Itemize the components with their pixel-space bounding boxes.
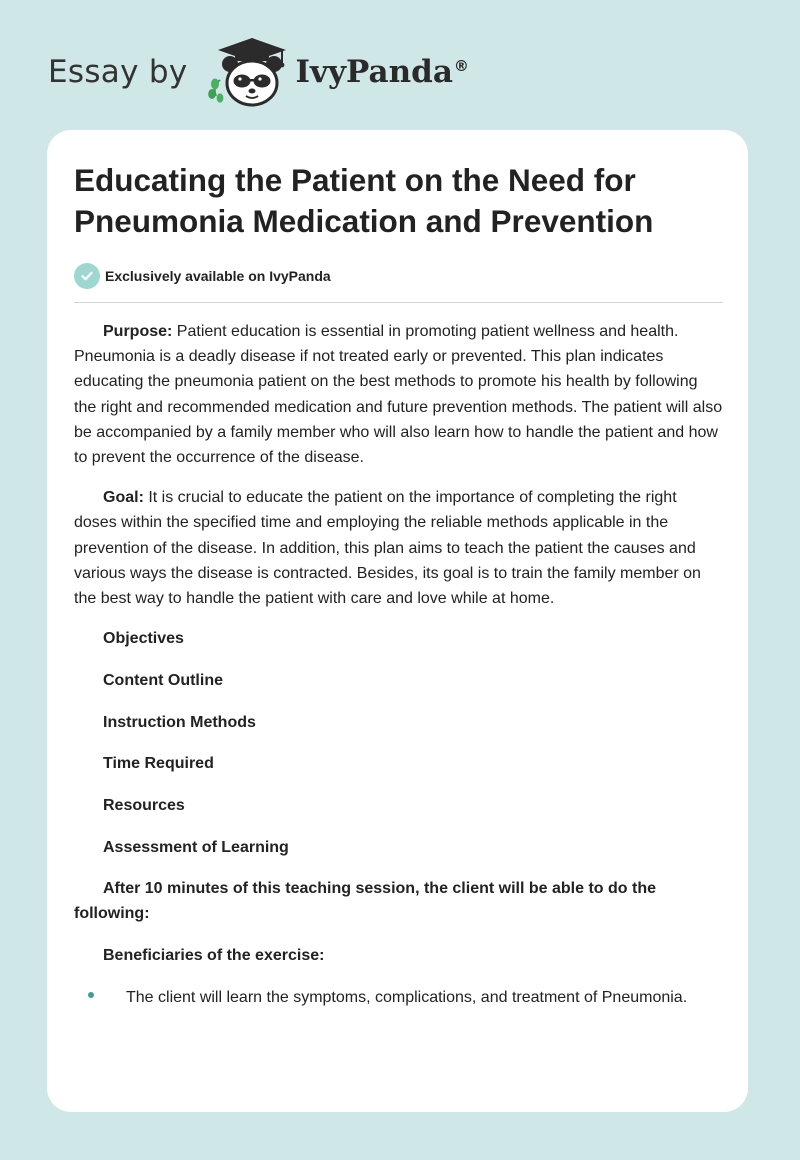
purpose-paragraph bbox=[74, 319, 723, 470]
heading-instruction-methods: Instruction Methods bbox=[103, 713, 256, 731]
list-item-text: The client will learn the symptoms, complications, and treatment of Pneumonia. bbox=[126, 989, 688, 1007]
goal-text: It is crucial to educate the patient on the importance of completing the right doses within the specified time and employing the reliable methods applicable in the prevention of the disease. In addition, this plan aims to teach the patient the causes and various ways the disease is contracted. Besides, its goal is to train the family member on the best way to handle the patient with care and love while at home. bbox=[74, 489, 701, 608]
heading-resources: Resources bbox=[103, 796, 185, 814]
check-icon bbox=[74, 263, 100, 289]
heading-content-outline: Content Outline bbox=[103, 671, 223, 689]
brand-prefix: Essay by bbox=[48, 54, 188, 90]
brand-name-text: IvyPanda bbox=[295, 54, 453, 90]
panda-logo-icon bbox=[202, 34, 298, 110]
list-item bbox=[74, 985, 723, 1010]
session-note: After 10 minutes of this teaching session, the client will be able to do the following: bbox=[74, 880, 656, 923]
essay-content bbox=[74, 160, 723, 1010]
beneficiaries-heading: Beneficiaries of the exercise: bbox=[103, 947, 325, 965]
exclusive-badge bbox=[74, 262, 723, 290]
bullet-icon bbox=[88, 992, 94, 998]
purpose-label: Purpose: bbox=[103, 323, 173, 340]
purpose-text: Patient education is essential in promoting patient wellness and health. Pneumonia is a deadly disease if not treated early or prevented. This plan indicates educating the pneumonia patient on the best methods to promote his health by following the right and recommended medication and future prevention methods. The patient will also be accompanied by a family member who will also learn how to handle the patient and how to prevent the occurrence of the disease. bbox=[74, 323, 723, 467]
title-divider bbox=[74, 302, 723, 303]
exclusive-badge-text: Exclusively available on IvyPanda bbox=[105, 268, 331, 284]
heading-objectives: Objectives bbox=[103, 630, 184, 648]
registered-mark: ® bbox=[453, 56, 469, 75]
brand-header bbox=[48, 34, 469, 110]
heading-assessment-of-learning: Assessment of Learning bbox=[103, 838, 289, 856]
heading-time-required: Time Required bbox=[103, 755, 214, 773]
brand-name bbox=[296, 54, 469, 90]
goal-paragraph bbox=[74, 485, 723, 611]
page-title: Educating the Patient on the Need for Pneumonia Medication and Prevention bbox=[74, 162, 654, 239]
beneficiaries-list bbox=[74, 985, 723, 1010]
essay-card bbox=[47, 130, 748, 1112]
goal-label: Goal: bbox=[103, 489, 144, 507]
